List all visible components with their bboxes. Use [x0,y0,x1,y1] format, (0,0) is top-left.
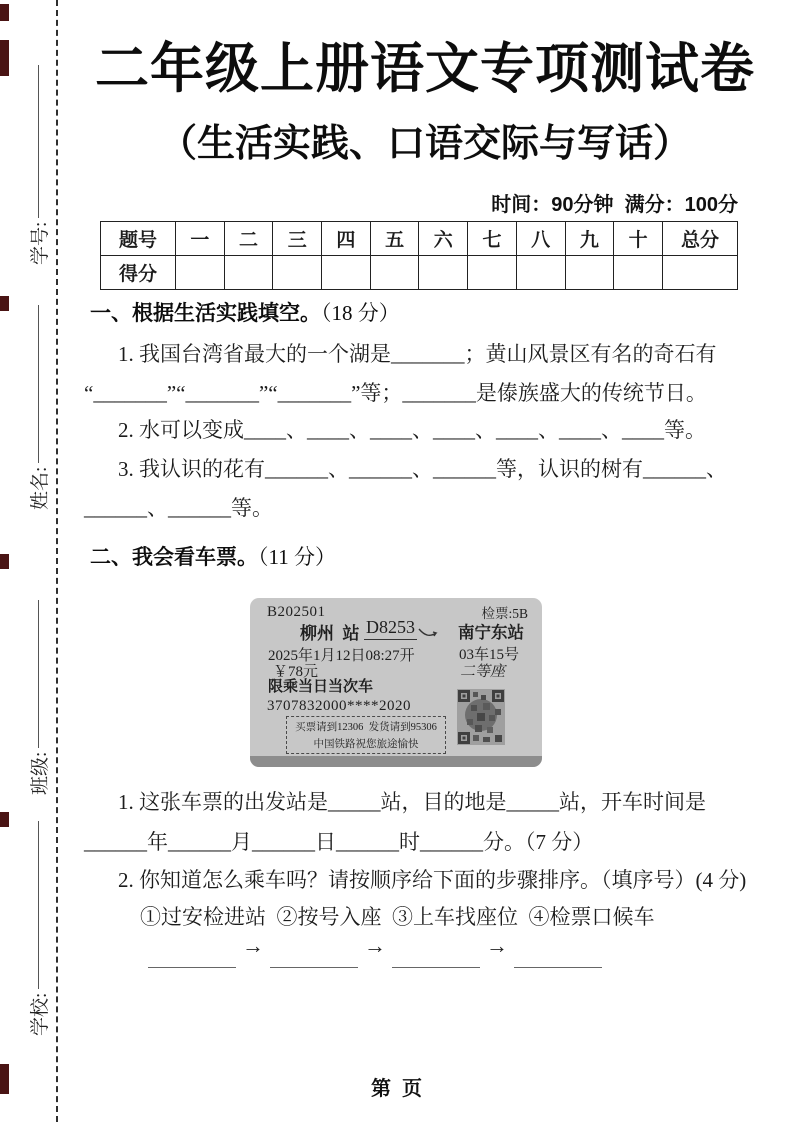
score-table-header-cell: 七 [468,222,517,256]
section-2-points: （11 分） [258,545,336,569]
page-edge-mark [0,554,9,569]
section-2-title: 二、我会看车票。 [90,546,258,569]
exam-info: 时间：90分钟 满分：100分 [491,194,738,216]
score-table-header-cell: 九 [565,222,614,256]
score-table-header-cell: 六 [419,222,468,256]
name-blank [38,305,39,463]
score-cell [565,256,614,290]
train-ticket [250,598,542,767]
s2-q1-line1: 1. 这张车票的出发站是_____站，目的地是_____站，开车时间是 [118,790,706,814]
ticket-serial: B202501 [267,604,326,620]
score-cell [419,256,468,290]
s1-q1-line2: “_______”“_______”“_______”等；_______是傣族盛大的传统节日。 [84,381,707,405]
score-cell [273,256,322,290]
dashed-separator [56,0,58,1122]
sequence-answer-row [148,933,602,968]
school-blank [38,821,39,989]
score-cell [176,256,225,290]
s1-q1-line1: 1. 我国台湾省最大的一个湖是_______；黄山风景区有名的奇石有 [118,342,717,366]
score-table-header-cell: 二 [224,222,273,256]
page-edge-mark [0,812,9,827]
sequence-blank [148,948,236,968]
section-1-title: 一、根据生活实践填空。 [90,302,321,325]
section-2-heading [90,541,336,571]
page-title: 二年级上册语文专项测试卷 [95,39,755,99]
ticket-footer-line2: 中国铁路祝您旅途愉快 [313,739,419,750]
score-table-header-row [101,222,738,256]
sequence-blank [270,948,358,968]
ticket-footer-line1: 买票请到12306 发货请到95306 [295,722,437,733]
score-table-header-cell: 四 [322,222,371,256]
score-table-header-cell: 五 [370,222,419,256]
carriage-seat-number: 03车15号 [459,647,520,663]
section-1-heading [90,297,400,327]
score-cell [224,256,273,290]
page-edge-mark [0,40,9,76]
name-label: 姓名: [29,466,51,510]
sequence-arrow-icon: → [364,933,386,958]
arrival-station: 南宁东站 [458,623,524,642]
score-table-header-cell: 一 [176,222,225,256]
sequence-blank [514,948,602,968]
train-number: D8253 [364,617,417,640]
score-cell [468,256,517,290]
student-id-blank [38,65,39,218]
ticket-price: ￥78元 [273,664,319,680]
score-table [100,221,738,290]
sequence-arrow-icon: → [486,933,508,958]
departure-time: 2025年1月12日08:27开 [268,648,415,664]
school-label: 学校: [29,992,51,1036]
s2-q2-options: ①过安检进站 ②按号入座 ③上车找座位 ④检票口候车 [140,905,655,929]
ticket-bottom-bar [250,756,542,767]
passenger-id: 3707832000****2020 [267,698,411,714]
sidebar-field-school [23,821,53,1036]
score-cell [322,256,371,290]
qr-code-icon [457,689,505,745]
class-blank [38,600,39,748]
train-direction-arrow-icon [418,628,438,638]
s1-q2-line: 2. 水可以变成____、____、____、____、____、____、____等。 [118,418,706,442]
sequence-arrow-icon: → [242,933,264,958]
score-table-header-cell: 十 [614,222,663,256]
page-subtitle: （生活实践、口语交际与写话） [158,123,691,165]
student-id-label: 学号: [29,221,51,265]
ticket-check-gate: 检票:5B [481,606,528,621]
score-table-header-cell: 总分 [663,222,738,256]
s2-q1-line2: ______年______月______日______时______分。（7 分） [84,830,594,854]
section-1-points: （18 分） [321,301,400,325]
seat-class: 二等座 [460,664,506,680]
s1-q3-line1: 3. 我认识的花有______、______、______等，认识的树有______、 [118,457,727,481]
page-edge-mark [0,296,9,311]
sidebar-field-class [23,600,53,795]
score-cell [663,256,738,290]
score-table-header-cell: 八 [516,222,565,256]
sidebar-field-name [23,305,53,510]
s1-q3-line2: ______、______等。 [84,496,273,520]
page-footer: 第 页 [370,1078,423,1100]
score-table-header-cell: 题号 [101,222,176,256]
s2-q2-line: 2. 你知道怎么乘车吗？请按顺序给下面的步骤排序。（填序号）(4 分) [118,868,747,892]
ticket-notice: 限乘当日当次车 [268,679,374,695]
ticket-footer-box [286,716,446,754]
sidebar-field-student-id [23,65,53,265]
class-label: 班级: [29,751,51,795]
score-cell [614,256,663,290]
departure-station: 柳州 站 [300,624,360,643]
page-edge-mark [0,4,9,21]
score-row-label: 得分 [101,256,176,290]
score-cell [370,256,419,290]
sequence-blank [392,948,480,968]
score-table-score-row [101,256,738,290]
score-table-header-cell: 三 [273,222,322,256]
score-cell [516,256,565,290]
